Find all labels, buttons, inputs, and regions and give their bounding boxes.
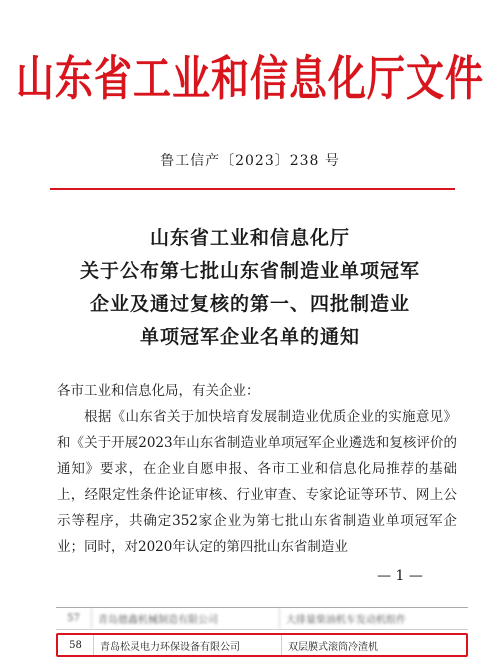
table-row-highlighted (56, 633, 468, 657)
masthead: 山东省工业和信息化厅文件 (15, 50, 484, 107)
title-line: 山东省工业和信息化厅 (149, 227, 350, 249)
title-line: 关于公布第七批山东省制造业单项冠军 (79, 260, 420, 282)
product-name: 双层膜式滚筒冷渣机 (288, 641, 378, 653)
notice-title (0, 222, 500, 354)
page-number: — 1 — (377, 568, 423, 584)
document-number: 鲁工信产〔2023〕238 号 (160, 153, 340, 169)
row-number: 58 (58, 635, 94, 655)
product-name: 大排量柴油机车发动机组件 (286, 615, 406, 626)
notice-body (57, 378, 457, 560)
table-row (56, 608, 468, 630)
red-divider-line (50, 188, 455, 190)
title-line: 单项冠军企业名单的通知 (139, 326, 360, 348)
company-name: 青岛德鑫机械制造有限公司 (92, 608, 280, 629)
company-list-table (56, 607, 468, 657)
body-paragraph: 根据《山东省关于加快培育发展制造业优质企业的实施意见》和《关于开展2023年山东省制造业单项冠军企业遴选和复核评价的通知》要求，在企业自愿申报、各市工业和信息化局推荐的基础上，经限定性条件论证审核、行业审查、专家论证等环节、网上公示等程序，共确定352家企业为第七批山东省制造业单项冠军企业；同时，对2020年认定的第四批山东省制造业 (57, 409, 457, 555)
company-name: 青岛松灵电力环保设备有限公司 (94, 635, 282, 655)
row-number: 57 (56, 608, 92, 629)
title-line: 企业及通过复核的第一、四批制造业 (89, 293, 410, 315)
salutation: 各市工业和信息化局，有关企业： (57, 383, 260, 399)
